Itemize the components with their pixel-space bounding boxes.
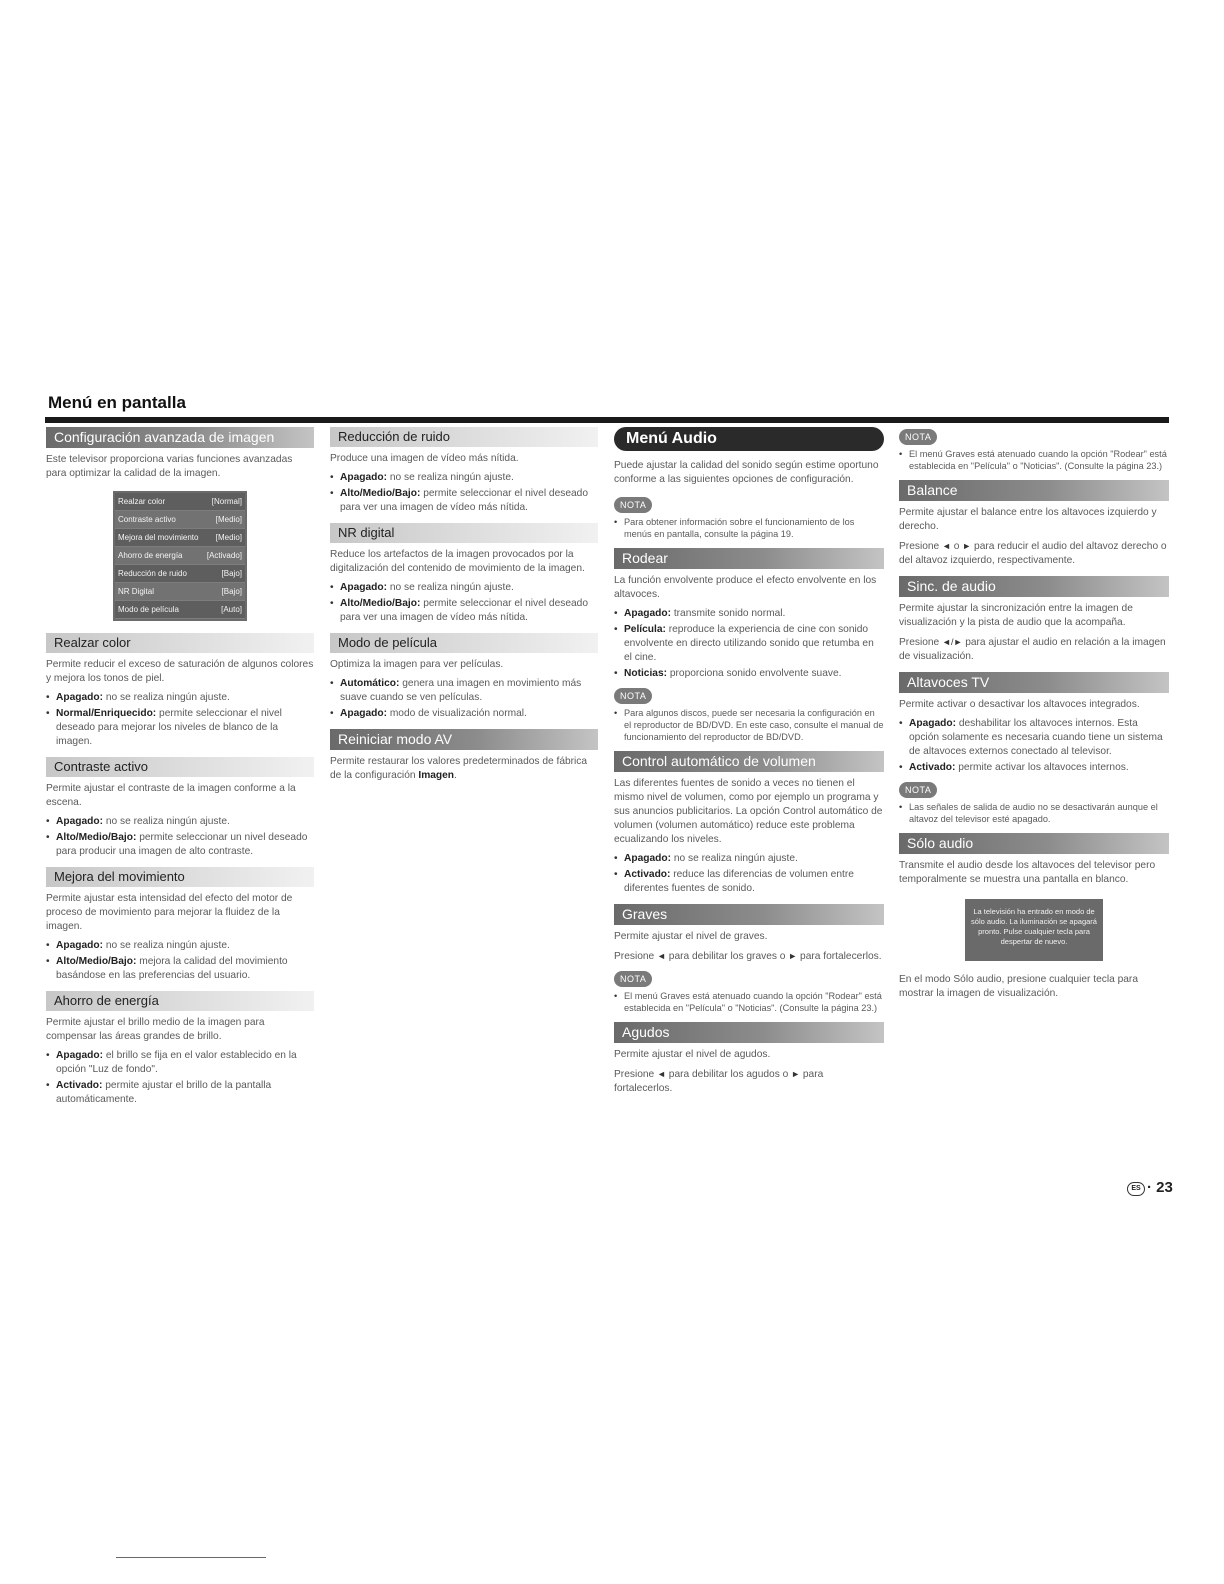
pelicula-list [330,677,598,721]
tv-menu-row [115,565,245,583]
tv-message-screenshot: La televisión ha entrado en modo de sólo audio. La iluminación se apagará pronto. Pulse cualquier tecla para despertar de nuevo. [965,899,1103,961]
altavoces-list [899,717,1169,775]
list-item: • Para algunos discos, puede ser necesaria la configuración en el reproductor de BD/DVD. En este caso, consulte el manual de funcionamiento del reproductor de BD/DVD. [614,707,884,743]
nr-list [330,581,598,625]
nota-list [614,516,884,540]
section-graves [614,904,884,1014]
list-item: • Noticias: proporciona sonido envolvente suave. [614,667,884,681]
tv-menu-value: [Auto] [221,605,242,614]
list-item: • Alto/Medio/Bajo: permite seleccionar el nivel deseado para ver una imagen de vídeo más nítida. [330,597,598,625]
solo-text: Transmite el audio desde los altavoces del televisor pero temporalmente se muestra una pantalla en blanco. [899,860,1156,885]
section-solo-audio [899,833,1169,1001]
agudos-text: Permite ajustar el nivel de agudos. [614,1049,771,1060]
right-arrow-icon: ► [791,1069,801,1079]
column-1 [46,427,314,1115]
tv-menu-screenshot [113,491,247,621]
nr-text: Reduce los artefactos de la imagen provocados por la digitalización del contenido de movimiento de la imagen. [330,549,585,574]
ahorro-list [46,1049,314,1107]
tv-menu-label: NR Digital [118,587,155,596]
section-balance [899,480,1169,568]
tv-menu-value: [Bajo] [221,587,242,596]
nota-list [614,707,884,743]
nota-menus [614,495,884,540]
list-item: • Activado: permite ajustar el brillo de la pantalla automáticamente. [46,1079,314,1107]
tv-menu-value: [Normal] [211,497,242,506]
graves-press: Presione ◄ para debilitar los graves o ► para fortalecerlos. [614,951,882,962]
page-number-value: 23 [1156,1179,1173,1196]
audio-intro: Puede ajustar la calidad del sonido según estime oportuno conforme a las siguientes opciones de configuración. [614,460,879,485]
config-intro: Este televisor proporciona varias funciones avanzadas para optimizar la calidad de la imagen. [46,454,293,479]
list-item: • Activado: reduce las diferencias de volumen entre diferentes fuentes de sonido. [614,868,884,896]
tv-menu-row [115,547,245,565]
page-title: Menú en pantalla [48,393,186,412]
tv-menu-row [115,493,245,511]
tv-menu-label: Contraste activo [118,515,176,524]
section-mejora-movimiento [46,867,314,983]
reduccion-list [330,471,598,515]
heading-reduccion-ruido: Reducción de ruido [330,427,598,447]
heading-reiniciar-modo-av: Reiniciar modo AV [330,729,598,750]
list-item: • Apagado: no se realiza ningún ajuste. [46,815,314,829]
nota-badge: NOTA [614,688,652,704]
heading-agudos: Agudos [614,1022,884,1043]
heading-graves: Graves [614,904,884,925]
page-number [1127,1179,1173,1196]
list-item: • Alto/Medio/Bajo: permite seleccionar el nivel deseado para ver una imagen de vídeo más nítida. [330,487,598,515]
list-item: • Alto/Medio/Bajo: mejora la calidad del movimiento basándose en las preferencias del usuario. [46,955,314,983]
list-item: • Normal/Enriquecido: permite seleccionar el nivel deseado para mejorar los niveles de blanco de la imagen. [46,707,314,749]
heading-altavoces-tv: Altavoces TV [899,672,1169,693]
section-ahorro-energia [46,991,314,1107]
left-right-arrow-icon: ◄/► [942,637,963,647]
balance-press: Presione ◄ o ► para reducir el audio del altavoz derecho o del altavoz izquierdo, respectivamente. [899,541,1167,566]
control-list [614,852,884,896]
left-arrow-icon: ◄ [657,951,666,961]
language-badge-icon: ES [1127,1182,1145,1196]
nota-badge: NOTA [899,429,937,445]
tv-menu-value: [Medio] [215,515,242,524]
list-item: • Para obtener información sobre el funcionamiento de los menús en pantalla, consulte la página 19. [614,516,884,540]
tv-menu-label: Ahorro de energía [118,551,183,560]
rodear-list [614,607,884,681]
tv-menu-value: [Bajo] [221,569,242,578]
contraste-text: Permite ajustar el contraste de la imagen conforme a la escena. [46,783,296,808]
column-2 [330,427,598,791]
tv-menu-row [115,529,245,547]
heading-balance: Balance [899,480,1169,501]
tv-menu-row [115,583,245,601]
reiniciar-text: Permite restaurar los valores predeterminados de fábrica de la configuración Imagen. [330,756,588,781]
section-reiniciar-modo-av [330,729,598,783]
heading-solo-audio: Sólo audio [899,833,1169,854]
control-text: Las diferentes fuentes de sonido a veces no tienen el mismo nivel de volumen, como por ejemplo un programa y sus anuncios publicitarios. La opción Control automático de volumen (volumen automático) reduce este problema ecualizando los niveles. [614,778,883,845]
section-config-avanzada [46,427,314,621]
right-arrow-icon: ► [788,951,798,961]
right-arrow-icon: ► [962,541,972,551]
sinc-press: Presione ◄/► para ajustar el audio en relación a la imagen de visualización. [899,637,1166,662]
column-3 [614,427,884,1104]
heading-ahorro-energia: Ahorro de energía [46,991,314,1011]
section-menu-audio [614,427,884,487]
pelicula-text: Optimiza la imagen para ver películas. [330,659,504,670]
left-arrow-icon: ◄ [657,1069,666,1079]
agudos-press: Presione ◄ para debilitar los agudos o ► para fortalecerlos. [614,1069,824,1094]
list-item: • Apagado: no se realiza ningún ajuste. [46,691,314,705]
heading-sinc-audio: Sinc. de audio [899,576,1169,597]
solo-after: En el modo Sólo audio, presione cualquier tecla para mostrar la imagen de visualización. [899,974,1138,999]
mejora-text: Permite ajustar esta intensidad del efecto del motor de proceso de movimiento para mejorar la fluidez de la imagen. [46,893,293,932]
bottom-link-line [116,1557,266,1558]
reduccion-text: Produce una imagen de vídeo más nítida. [330,453,519,464]
mejora-list [46,939,314,983]
column-4 [899,427,1169,1009]
realzar-text: Permite reducir el exceso de saturación de algunos colores y mejora los tonos de piel. [46,659,314,684]
altavoces-text: Permite activar o desactivar los altavoces integrados. [899,699,1140,710]
heading-mejora-movimiento: Mejora del movimiento [46,867,314,887]
page-separator: · [1147,1179,1152,1196]
heading-menu-audio: Menú Audio [614,427,884,451]
list-item: • Las señales de salida de audio no se desactivarán aunque el altavoz del televisor esté apagado. [899,801,1169,825]
section-agudos [614,1022,884,1096]
realzar-list [46,691,314,749]
left-arrow-icon: ◄ [942,541,951,551]
list-item: • El menú Graves está atenuado cuando la opción "Rodear" está establecida en "Película" o "Noticias". (Consulte la página 23.) [899,448,1169,472]
tv-menu-value: [Medio] [215,533,242,542]
list-item: • Activado: permite activar los altavoces internos. [899,761,1169,775]
ahorro-text: Permite ajustar el brillo medio de la imagen para compensar las áreas grandes de brillo. [46,1017,265,1042]
tv-menu-row [115,511,245,529]
section-modo-pelicula [330,633,598,721]
list-item: • Apagado: modo de visualización normal. [330,707,598,721]
list-item: • Apagado: no se realiza ningún ajuste. [46,939,314,953]
tv-menu-row [115,601,245,619]
section-sinc-audio [899,576,1169,664]
tv-menu-label: Modo de película [118,605,179,614]
heading-control-volumen: Control automático de volumen [614,751,884,772]
nota-list [899,448,1169,472]
list-item: • Alto/Medio/Bajo: permite seleccionar un nivel deseado para producir una imagen de alto contraste. [46,831,314,859]
list-item: • Película: reproduce la experiencia de cine con sonido envolvente en directo utilizando sonido que retumba en el cine. [614,623,884,665]
title-rule [45,417,1169,423]
nota-badge: NOTA [899,782,937,798]
nota-badge: NOTA [614,497,652,513]
heading-nr-digital: NR digital [330,523,598,543]
tv-menu-label: Reducción de ruido [118,569,187,578]
nota-badge: NOTA [614,971,652,987]
section-realzar-color [46,633,314,749]
tv-menu-label: Realzar color [118,497,166,506]
tv-menu-value: [Activado] [206,551,242,560]
list-item: • Apagado: no se realiza ningún ajuste. [330,471,598,485]
rodear-text: La función envolvente produce el efecto envolvente en los altavoces. [614,575,877,600]
list-item: • Apagado: transmite sonido normal. [614,607,884,621]
section-nr-digital [330,523,598,625]
list-item: • Apagado: no se realiza ningún ajuste. [614,852,884,866]
section-reduccion-ruido [330,427,598,515]
sinc-text: Permite ajustar la sincronización entre la imagen de visualización y la pista de audio que la acompaña. [899,603,1133,628]
section-contraste-activo [46,757,314,859]
list-item: • El menú Graves está atenuado cuando la opción "Rodear" está establecida en "Película" o "Noticias". (Consulte la página 23.) [614,990,884,1014]
list-item: • Automático: genera una imagen en movimiento más suave cuando se ven películas. [330,677,598,705]
heading-rodear: Rodear [614,548,884,569]
heading-config-avanzada: Configuración avanzada de imagen [46,427,314,448]
section-control-volumen [614,751,884,896]
graves-text: Permite ajustar el nivel de graves. [614,931,768,942]
heading-realzar-color: Realzar color [46,633,314,653]
tv-menu-label: Mejora del movimiento [118,533,199,542]
list-item: • Apagado: el brillo se fija en el valor establecido en la opción "Luz de fondo". [46,1049,314,1077]
nota-list [614,990,884,1014]
balance-text: Permite ajustar el balance entre los altavoces izquierdo y derecho. [899,507,1157,532]
section-altavoces-tv [899,672,1169,825]
section-rodear [614,548,884,743]
list-item: • Apagado: deshabilitar los altavoces internos. Esta opción solamente es necesaria cuando tiene un sistema de altavoces externos conectado al televisor. [899,717,1169,759]
heading-modo-pelicula: Modo de película [330,633,598,653]
nota-list [899,801,1169,825]
contraste-list [46,815,314,859]
list-item: • Apagado: no se realiza ningún ajuste. [330,581,598,595]
heading-contraste-activo: Contraste activo [46,757,314,777]
nota-graves [899,427,1169,472]
